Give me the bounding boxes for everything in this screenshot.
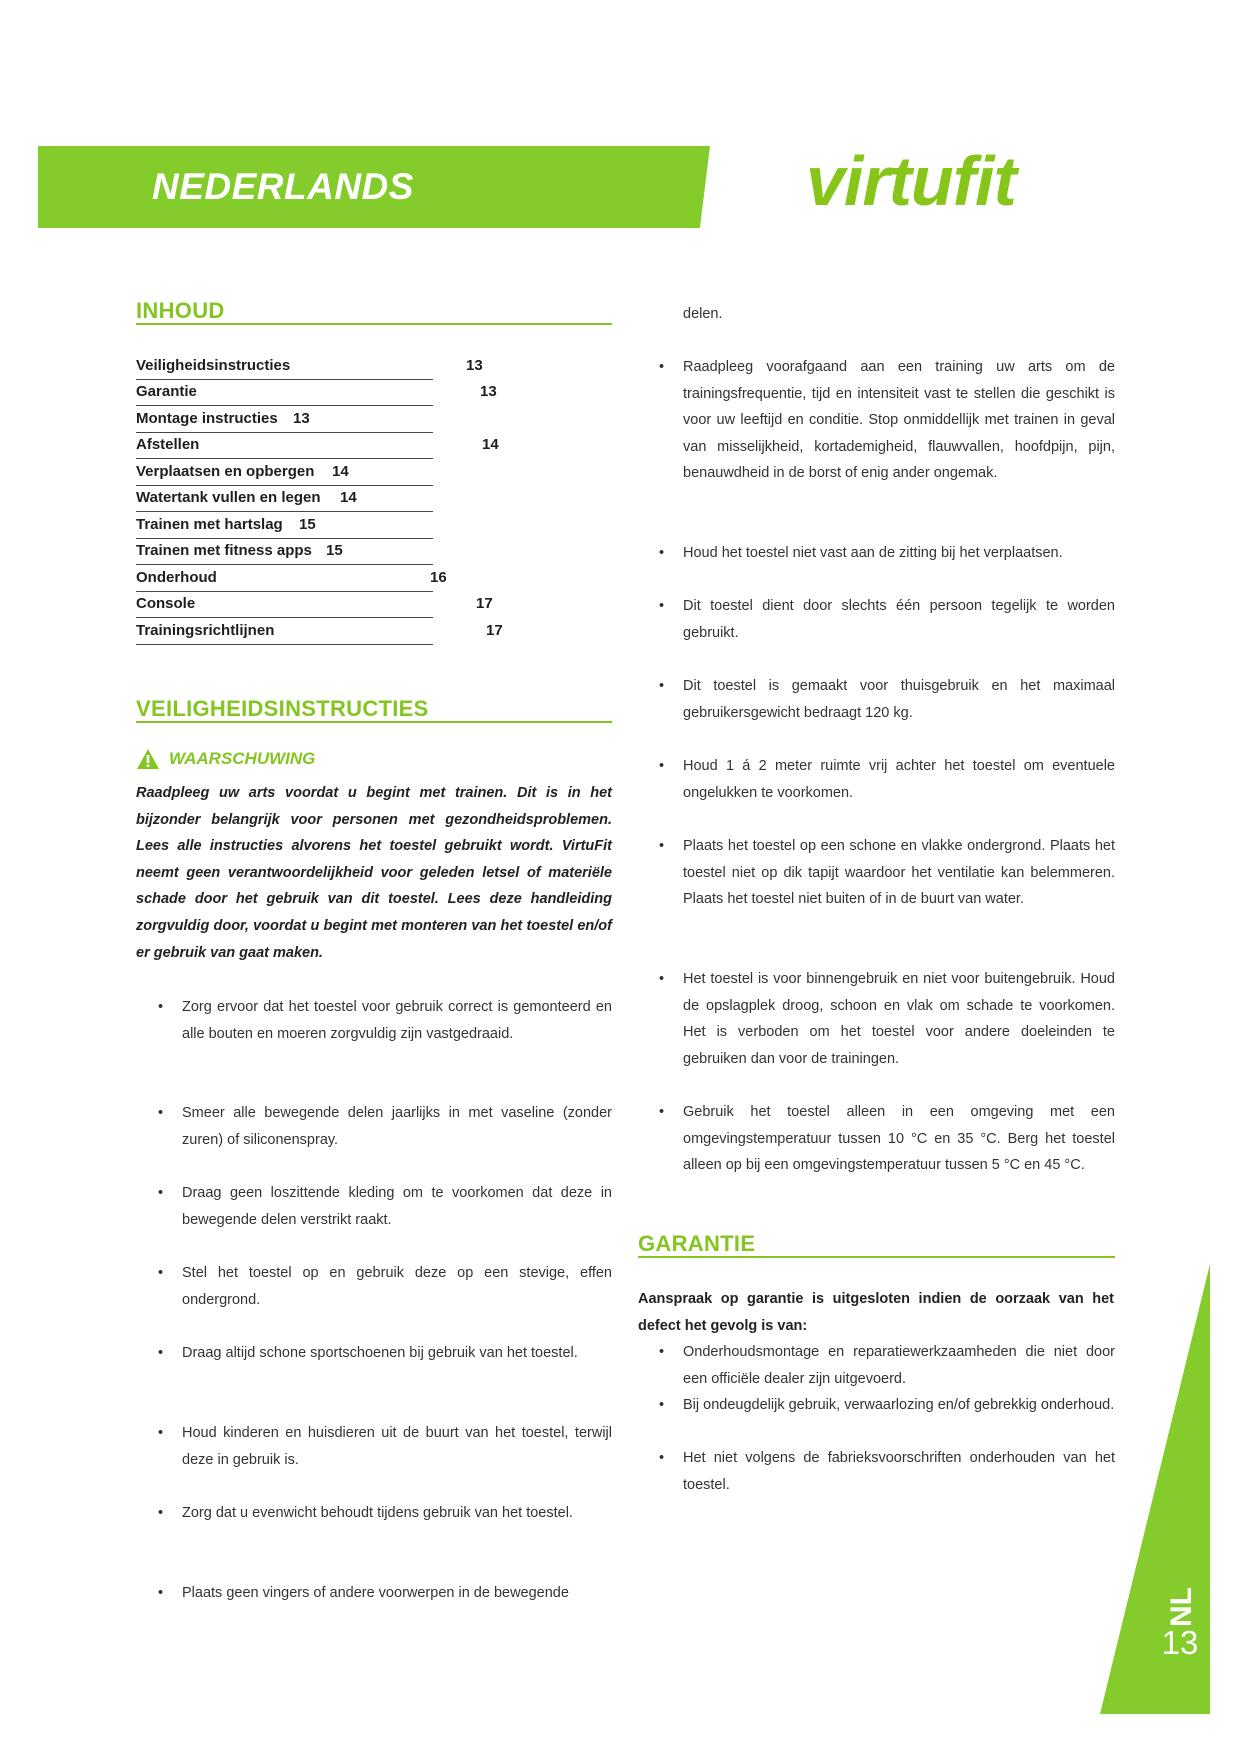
page-title: NEDERLANDS (152, 166, 414, 207)
bullet-text: Raadpleeg voorafgaand aan een training uw arts om de trainingsfrequentie, tijd en intensiteit vast te stellen die geschikt is voor uw leeftijd en conditie. Stop onmiddellijk met trainen in geval van misselijkheid, kortademigheid, flauwvallen, hoofdpijn, pijn, benauwdheid in de borst of enig ander ongemak. (683, 359, 1115, 482)
warranty-intro: Aanspraak op garantie is uitgesloten indien de oorzaak van het defect het gevolg is van: (638, 1291, 1114, 1334)
toc-item-page: 14 (482, 436, 499, 453)
safety-bullet: • Stel het toestel op en gebruik deze op een stevige, effen ondergrond. (158, 1265, 612, 1308)
bullet-text: Smeer alle bewegende delen jaarlijks in met vaseline (zonder zuren) of siliconenspray. (182, 1105, 612, 1148)
toc-item-page: 17 (476, 595, 493, 612)
toc-item-underline (136, 564, 433, 565)
warning-text: Raadpleeg uw arts voordat u begint met trainen. Dit is in het bijzonder belangrijk voor personen met gezondheidsproblemen. Lees alle instructies alvorens het toestel gebruikt wordt. VirtuFit neemt geen verantwoordelijkheid voor geleden letsel of materiële schade door het gebruik van dit toestel. Lees deze handleiding zorgvuldig door, voordat u begint met monteren van het toestel en/of er gebruik van gaat maken. (136, 785, 612, 961)
safety-bullet: • Het toestel is voor binnengebruik en niet voor buitengebruik. Houd de opslagplek droog, schoon en vlak om schade te voorkomen. Het is verboden om het toestel voor andere doeleinden te gebruiken dan voor de trainingen. (659, 971, 1115, 1067)
page-number: 13 (1161, 1624, 1199, 1661)
safety-bullet: • Plaats het toestel op een schone en vlakke ondergrond. Plaats het toestel niet op dik tapijt waardoor het ventilatie kan belemmeren. Plaats het toestel niet buiten of in de buurt van water. (659, 838, 1115, 908)
toc-item-label: Trainen met fitness apps (136, 542, 312, 559)
bullet-text: Bij ondeugdelijk gebruik, verwaarlozing en/of gebrekkig onderhoud. (683, 1397, 1115, 1413)
bullet-text: Het niet volgens de fabrieksvoorschriften onderhouden van het toestel. (683, 1450, 1115, 1493)
safety-bullet: • Draag altijd schone sportschoenen bij gebruik van het toestel. (158, 1345, 578, 1361)
toc-item-underline (136, 617, 433, 618)
toc-item-underline (136, 432, 433, 433)
continuation-text: delen. (683, 306, 723, 322)
safety-bullet: • Dit toestel is gemaakt voor thuisgebruik en het maximaal gebruikersgewicht bedraagt 120 kg. (659, 678, 1115, 721)
safety-bullet: • Zorg ervoor dat het toestel voor gebruik correct is gemonteerd en alle bouten en moeren zorgvuldig zijn vastgedraaid. (158, 999, 612, 1042)
toc-item-label: Onderhoud (136, 569, 217, 586)
warranty-heading: GARANTIE (638, 1231, 756, 1256)
toc-item-underline (136, 538, 433, 539)
toc-item-label: Afstellen (136, 436, 200, 453)
toc-item-label: Verplaatsen en opbergen (136, 463, 315, 480)
language-label: NL (1165, 1587, 1198, 1627)
toc-item-label: Trainen met hartslag (136, 516, 283, 533)
warranty-bullet: • Onderhoudsmontage en reparatiewerkzaamheden die niet door een officiële dealer zijn uitgevoerd. (659, 1344, 1115, 1387)
safety-heading-rule (136, 721, 612, 723)
toc-item-underline (136, 405, 433, 406)
warning-triangle-icon (136, 748, 160, 770)
bullet-text: Draag geen loszittende kleding om te voorkomen dat deze in bewegende delen verstrikt raakt. (182, 1185, 612, 1228)
toc-item-page: 14 (332, 463, 349, 480)
bullet-text: Houd 1 á 2 meter ruimte vrij achter het toestel om eventuele ongelukken te voorkomen. (683, 758, 1115, 801)
bullet-text: Plaats het toestel op een schone en vlakke ondergrond. Plaats het toestel niet op dik tapijt waardoor het ventilatie kan belemmeren. Plaats het toestel niet buiten of in de buurt van water. (683, 838, 1115, 908)
bullet-text: Het toestel is voor binnengebruik en niet voor buitengebruik. Houd de opslagplek droog, schoon en vlak om schade te voorkomen. Het is verboden om het toestel voor andere doeleinden te gebruiken dan voor de trainingen. (683, 971, 1115, 1067)
toc-item-page: 15 (299, 516, 316, 533)
toc-item-label: Trainingsrichtlijnen (136, 622, 275, 639)
bullet-text: Zorg dat u evenwicht behoudt tijdens gebruik van het toestel. (182, 1505, 573, 1521)
safety-bullet: • Dit toestel dient door slechts één persoon tegelijk te worden gebruikt. (659, 598, 1115, 641)
warning-title: WAARSCHUWING (169, 749, 316, 768)
safety-bullet: • Plaats geen vingers of andere voorwerpen in de bewegende (158, 1585, 569, 1601)
toc-item-label: Watertank vullen en legen (136, 489, 321, 506)
toc-item-page: 13 (293, 410, 310, 427)
safety-bullet: • Smeer alle bewegende delen jaarlijks in met vaseline (zonder zuren) of siliconenspray. (158, 1105, 612, 1148)
bullet-text: Onderhoudsmontage en reparatiewerkzaamheden die niet door een officiële dealer zijn uitgevoerd. (683, 1344, 1115, 1387)
toc-item-label: Veiligheidsinstructies (136, 357, 291, 374)
safety-bullet: • Houd het toestel niet vast aan de zitting bij het verplaatsen. (659, 545, 1063, 561)
safety-bullet: • Raadpleeg voorafgaand aan een training uw arts om de trainingsfrequentie, tijd en intensiteit vast te stellen die geschikt is voor uw leeftijd en conditie. Stop onmiddellijk met trainen in geval van misselijkheid, kortademigheid, flauwvallen, hoofdpijn, pijn, benauwdheid in de borst of enig ander ongemak. (659, 359, 1115, 482)
bullet-text: Zorg ervoor dat het toestel voor gebruik correct is gemonteerd en alle bouten en moeren zorgvuldig zijn vastgedraaid. (182, 999, 612, 1042)
warranty-bullet: • Het niet volgens de fabrieksvoorschriften onderhouden van het toestel. (659, 1450, 1115, 1493)
toc-item-underline (136, 644, 433, 645)
warranty-heading-rule (638, 1256, 1115, 1258)
toc-item-page: 13 (480, 383, 497, 400)
safety-bullet: • Houd kinderen en huisdieren uit de buurt van het toestel, terwijl deze in gebruik is. (158, 1425, 612, 1468)
bullet-text: Dit toestel is gemaakt voor thuisgebruik en het maximaal gebruikersgewicht bedraagt 120 kg. (683, 678, 1115, 721)
toc-item-label: Montage instructies (136, 410, 278, 427)
toc-item-page: 15 (326, 542, 343, 559)
bullet-text: Houd kinderen en huisdieren uit de buurt van het toestel, terwijl deze in gebruik is. (182, 1425, 612, 1468)
toc-heading: INHOUD (136, 298, 225, 323)
toc-item-page: 16 (430, 569, 447, 586)
toc-item-underline (136, 485, 433, 486)
warranty-bullet: • Bij ondeugdelijk gebruik, verwaarlozing en/of gebrekkig onderhoud. (659, 1397, 1115, 1413)
toc-item-label: Console (136, 595, 196, 612)
toc-item-page: 17 (486, 622, 503, 639)
toc-item-label: Garantie (136, 383, 197, 400)
toc-item-underline (136, 379, 433, 380)
toc-item-underline (136, 591, 433, 592)
toc-item-underline (136, 511, 433, 512)
toc-item-page: 13 (466, 357, 483, 374)
toc-item-page: 14 (340, 489, 357, 506)
safety-heading: VEILIGHEIDSINSTRUCTIES (136, 696, 429, 721)
safety-bullet: • Zorg dat u evenwicht behoudt tijdens gebruik van het toestel. (158, 1505, 573, 1521)
bullet-text: Draag altijd schone sportschoenen bij gebruik van het toestel. (182, 1345, 578, 1361)
bullet-text: Plaats geen vingers of andere voorwerpen in de bewegende (182, 1585, 569, 1601)
bullet-text: Stel het toestel op en gebruik deze op een stevige, effen ondergrond. (182, 1265, 612, 1308)
safety-bullet: • Gebruik het toestel alleen in een omgeving met een omgevingstemperatuur tussen 10 °C en 35 °C. Berg het toestel alleen op bij een omgevingstemperatuur tussen 5 °C en 45 °C. (659, 1104, 1115, 1174)
bullet-text: Houd het toestel niet vast aan de zitting bij het verplaatsen. (683, 545, 1063, 561)
bullet-text: Dit toestel dient door slechts één persoon tegelijk te worden gebruikt. (683, 598, 1115, 641)
bullet-text: Gebruik het toestel alleen in een omgeving met een omgevingstemperatuur tussen 10 °C en 35 °C. Berg het toestel alleen op bij een omgevingstemperatuur tussen 5 °C en 45 °C. (683, 1104, 1115, 1174)
safety-bullet: • Houd 1 á 2 meter ruimte vrij achter het toestel om eventuele ongelukken te voorkomen. (659, 758, 1115, 801)
safety-bullet: • Draag geen loszittende kleding om te voorkomen dat deze in bewegende delen verstrikt raakt. (158, 1185, 612, 1228)
brand-logo: virtufit (806, 142, 1016, 220)
toc-heading-rule (136, 323, 612, 325)
toc-item-underline (136, 458, 433, 459)
